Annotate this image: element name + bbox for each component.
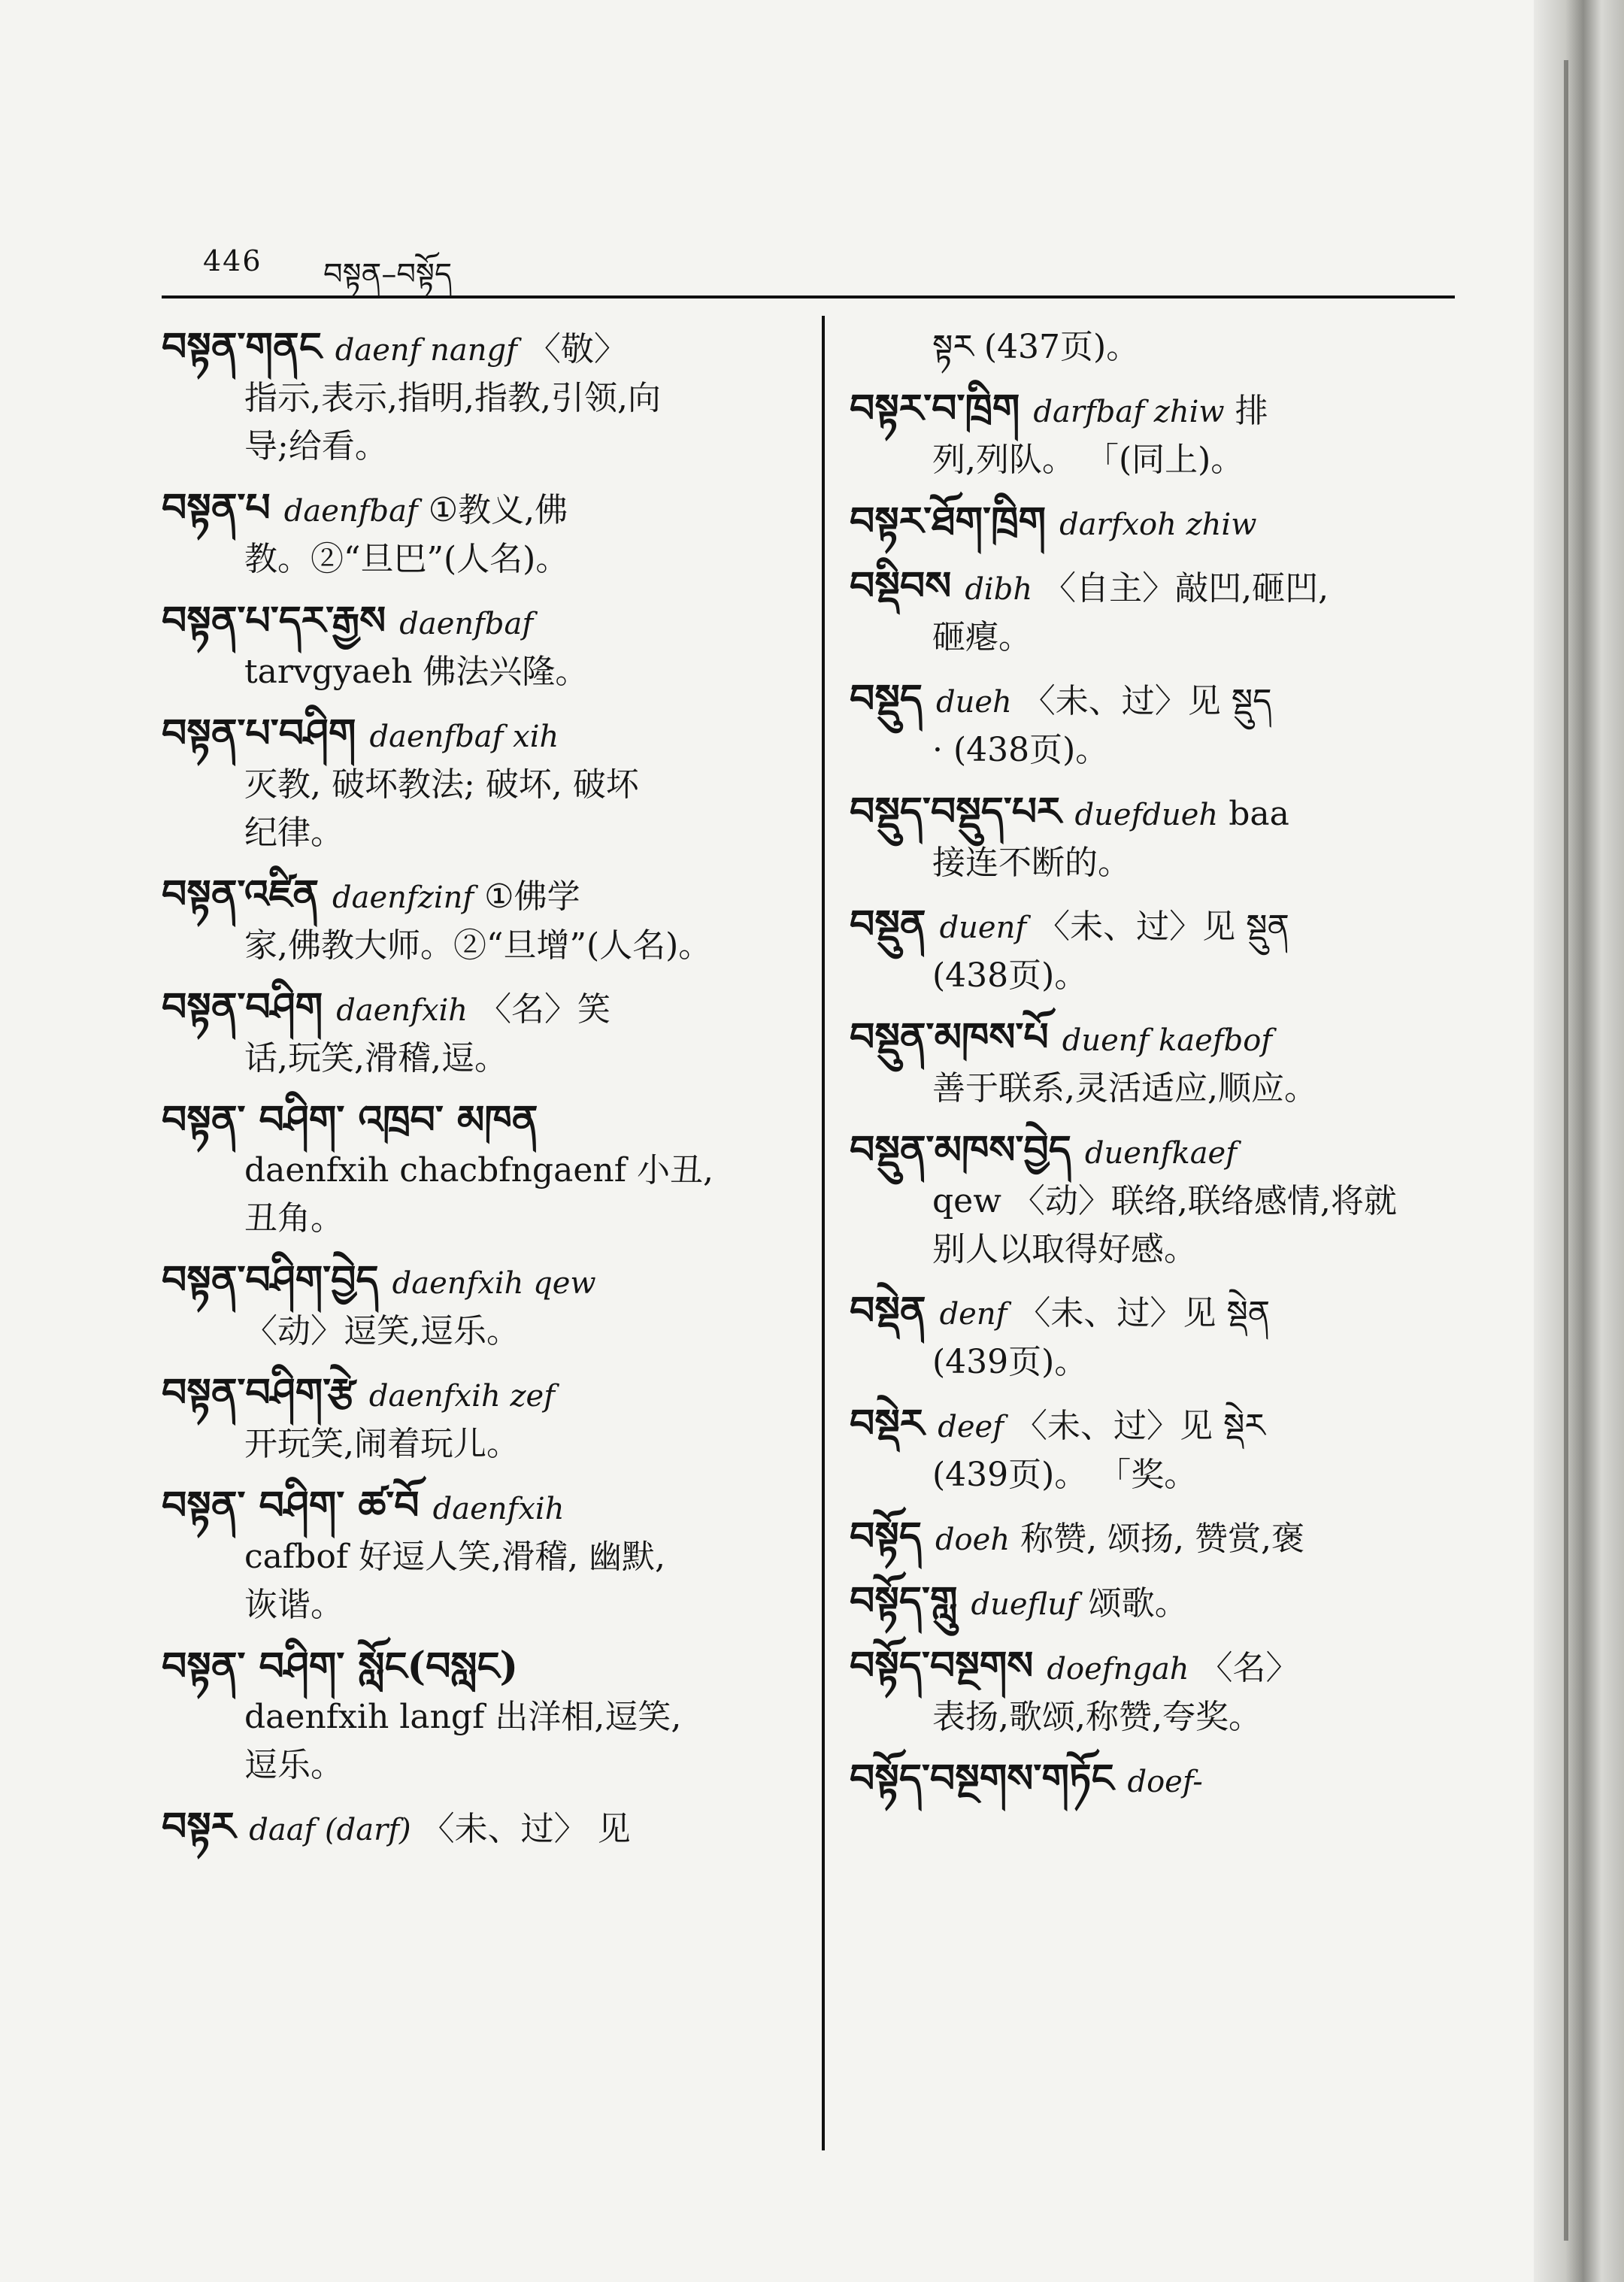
entry-romanization: daenf nangf	[335, 333, 517, 368]
dictionary-entry	[162, 1256, 793, 1356]
entry-continuation: 善于联系,灵活适应,顺应。	[932, 1069, 1317, 1108]
entry-gloss: 〈未、过〉见 སྡེར	[1014, 1407, 1265, 1445]
entry-first-line	[162, 484, 793, 535]
entry-headword: བསྟན་པ་བཤིག	[162, 711, 356, 756]
entry-first-line	[162, 1482, 793, 1533]
entry-continuation: tarvgyaeh 佛法兴隆。	[244, 653, 589, 691]
entry-headword: བསྟན་བཤིག་བྱེད	[162, 1257, 379, 1303]
entry-continuation: 家,佛教大师。②“旦增”(人名)。	[244, 926, 712, 965]
entry-headword: བསྟར་ཐོག་ཁྲིག	[850, 499, 1047, 544]
entry-first-line	[850, 788, 1459, 839]
entry-first-line	[850, 675, 1459, 726]
dictionary-entry	[850, 1513, 1459, 1564]
entry-continuation: 纪律。	[244, 814, 344, 852]
entry-headword: བསྟར་བ་ཁྲིག	[850, 386, 1020, 432]
entry-gloss: 〈未、过〉见 སྡེན	[1017, 1294, 1271, 1332]
dictionary-entry	[162, 1803, 793, 1854]
entry-headword: བསྟོད་བསྔགས་གཏོང	[850, 1756, 1114, 1802]
entry-romanization: daenfxih	[432, 1492, 565, 1526]
entry-romanization: dibh	[965, 572, 1033, 607]
entry-romanization: daaf (darf)	[249, 1813, 411, 1847]
entry-romanization: daenfbaf xih	[369, 720, 559, 754]
entry-gloss: 称赞, 颂扬, 赞赏,褒	[1020, 1520, 1305, 1558]
entry-first-line	[850, 1755, 1459, 1806]
dictionary-entry	[162, 1096, 793, 1243]
entry-gloss: ①教义,佛	[428, 491, 568, 529]
entry-headword: བསྟོད	[850, 1514, 922, 1559]
dictionary-entry	[162, 871, 793, 970]
entry-headword: བསྟན་ བཤིག་ འཁྲབ་ མཁན	[162, 1097, 538, 1143]
entry-continuation: 丑角。	[244, 1199, 344, 1238]
entry-continuation: 开玩笑,闹着玩儿。	[244, 1425, 520, 1463]
entry-first-line	[162, 597, 793, 648]
running-head: བསྟན–བསྟོད	[323, 257, 453, 292]
entry-continuation: སྟར (437页)。	[932, 328, 1140, 366]
entry-romanization: darfxoh zhiw	[1059, 508, 1257, 542]
entry-romanization: daenfzinf	[332, 880, 474, 915]
entry-headword: བསྡུད་བསྡུད་པར	[850, 789, 1062, 835]
entry-gloss: 颂歌。	[1088, 1584, 1188, 1623]
dictionary-entry	[850, 562, 1459, 662]
dictionary-entry	[162, 484, 793, 583]
dictionary-entry	[162, 1369, 793, 1468]
entry-continuation: cafbof 好逗人笑,滑稽, 幽默,	[244, 1538, 666, 1576]
entry-gloss: 〈未、过〉 见	[421, 1810, 631, 1848]
entry-first-line	[850, 1513, 1459, 1564]
entry-headword: བསྡེན	[850, 1288, 926, 1334]
entry-romanization: dueh	[935, 685, 1012, 720]
entry-continuation: qew 〈动〉联络,联络感情,将就	[932, 1182, 1397, 1220]
entry-romanization: duefdueh	[1074, 798, 1219, 832]
entry-gloss: 〈未、过〉见 སྡུད	[1022, 682, 1272, 720]
page-edge-shadow	[1534, 0, 1624, 2282]
entry-continuation: 话,玩笑,滑稽,逗。	[244, 1039, 508, 1077]
entry-headword: བསྟར	[162, 1804, 236, 1850]
entry-romanization: duenf kaefbof	[1062, 1023, 1273, 1058]
entry-romanization: doef-	[1127, 1765, 1203, 1799]
entry-romanization: daenfbaf	[399, 607, 534, 641]
entry-first-line	[162, 1803, 793, 1854]
entry-first-line	[162, 1369, 793, 1420]
entry-headword: བསྡུན	[850, 902, 926, 947]
entry-continuation: 接连不断的。	[932, 844, 1131, 882]
entry-romanization: daenfbaf	[283, 494, 418, 529]
entry-romanization: doefngah	[1047, 1652, 1189, 1686]
entry-continuation: · (438页)。	[932, 731, 1109, 769]
entry-romanization: darfbaf zhiw	[1033, 395, 1225, 429]
entry-romanization: daenfxih qew	[392, 1266, 596, 1301]
entry-first-line	[850, 1400, 1459, 1451]
entry-gloss: ①佛学	[484, 877, 580, 916]
entry-continuation: 指示,表示,指明,指教,引领,向	[244, 379, 661, 417]
dictionary-entry	[162, 710, 793, 857]
entry-headword: བསྟོད་གླུ	[850, 1578, 958, 1624]
entry-first-line	[850, 901, 1459, 952]
entry-gloss: 排	[1235, 392, 1268, 430]
entry-first-line	[850, 1642, 1459, 1693]
entry-continuation: daenfxih chacbfngaenf 小丑,	[244, 1151, 714, 1189]
entry-continuation: 逗乐。	[244, 1746, 344, 1784]
entry-gloss: 〈未、过〉见 སྡུན	[1037, 908, 1289, 946]
entry-continuation: 别人以取得好感。	[932, 1230, 1197, 1268]
entry-headword: བསྟོད་བསྔགས	[850, 1643, 1034, 1689]
dictionary-entry	[850, 788, 1459, 887]
page-number: 446	[203, 244, 262, 277]
dictionary-entry	[162, 1643, 793, 1790]
entry-first-line	[850, 1126, 1459, 1177]
dictionary-entry	[850, 1014, 1459, 1113]
entry-continuation: (439页)。 「奖。	[932, 1456, 1198, 1494]
dictionary-entry	[850, 1755, 1459, 1806]
entry-continuation: (438页)。	[932, 956, 1088, 995]
entry-headword: བསྟན་བཤིག	[162, 984, 323, 1030]
entry-headword: བསྡེར	[850, 1401, 925, 1447]
dictionary-entry	[162, 597, 793, 696]
entry-headword: བསྡུན་མཁས་བྱེད	[850, 1127, 1071, 1173]
entry-headword: བསྡུན་མཁས་པོ	[850, 1014, 1049, 1060]
entry-first-line	[850, 1577, 1459, 1629]
dictionary-entry	[850, 901, 1459, 1000]
entry-continuation: 教。②“旦巴”(人名)。	[244, 540, 569, 578]
entry-romanization: deef	[938, 1410, 1004, 1444]
entry-headword: བསྡིབས	[850, 563, 952, 609]
entry-continuation: 列,列队。 「(同上)。	[932, 441, 1244, 479]
entry-first-line	[850, 562, 1459, 614]
entry-headword: བསྡུད	[850, 676, 923, 722]
entry-headword: བསྟན་ བཤིག་ སློང(བསླང)	[162, 1644, 519, 1690]
entry-continuation: 砸瘪。	[932, 618, 1032, 656]
entry-romanization: duenfkaef	[1084, 1136, 1238, 1171]
entry-romanization: duefluf	[971, 1587, 1078, 1622]
entry-romanization: denf	[939, 1297, 1007, 1332]
entry-romanization: duenf	[939, 911, 1027, 945]
entry-gloss: 〈自主〉敲凹,砸凹,	[1043, 569, 1329, 608]
entry-first-line	[850, 498, 1459, 549]
dictionary-entry	[162, 323, 793, 471]
entry-headword: བསྟན་འཛིན	[162, 871, 320, 917]
entry-continuation: (439页)。	[932, 1343, 1088, 1381]
dictionary-entry	[162, 983, 793, 1083]
dictionary-entry	[850, 1126, 1459, 1274]
entry-first-line	[162, 1256, 793, 1308]
entry-headword: བསྟན་པ་དར་རྒྱས	[162, 598, 386, 644]
entry-first-line	[162, 871, 793, 922]
entry-gloss: baa	[1229, 795, 1289, 833]
dictionary-entry	[850, 1400, 1459, 1499]
entry-first-line	[162, 323, 793, 374]
dictionary-entry	[850, 1287, 1459, 1386]
entry-first-line	[162, 1643, 793, 1693]
entry-first-line	[850, 1287, 1459, 1338]
entry-first-line	[850, 1014, 1459, 1065]
entry-gloss: 〈名〉	[1199, 1649, 1299, 1687]
entry-first-line	[162, 710, 793, 761]
entry-first-line	[850, 385, 1459, 436]
dictionary-entry	[850, 385, 1459, 484]
entry-first-line	[162, 1096, 793, 1147]
column-divider	[822, 316, 825, 2150]
entry-headword: བསྟན་བཤིག་རྩེ	[162, 1370, 356, 1416]
entry-continuation: 导;给看。	[244, 427, 388, 465]
entry-gloss: 〈敬〉	[527, 330, 627, 368]
entry-romanization: doeh	[935, 1523, 1010, 1557]
entry-continuation: 诙谐。	[244, 1586, 344, 1624]
entry-headword: བསྟན་པ	[162, 485, 271, 531]
entry-continuation: 灭教, 破坏教法; 破坏, 破坏	[244, 765, 639, 804]
dictionary-entry	[850, 323, 1459, 371]
dictionary-entry	[850, 675, 1459, 774]
entry-headword: བསྟན་གནང	[162, 324, 322, 370]
dictionary-entry	[850, 498, 1459, 549]
entry-romanization: daenfxih	[336, 993, 468, 1028]
entry-first-line	[162, 983, 793, 1035]
entry-continuation: 〈动〉逗笑,逗乐。	[244, 1312, 520, 1350]
entry-continuation: 表扬,歌颂,称赞,夸奖。	[932, 1698, 1262, 1736]
dictionary-entry	[162, 1482, 793, 1629]
dictionary-entry	[850, 1577, 1459, 1629]
right-column	[850, 323, 1459, 1820]
dictionary-entry	[850, 1642, 1459, 1741]
entry-continuation: daenfxih langf 出洋相,逗笑,	[244, 1698, 682, 1736]
left-column	[162, 323, 793, 1868]
entry-romanization: daenfxih zef	[368, 1379, 555, 1414]
entry-headword: བསྟན་ བཤིག་ ཚ་བོ	[162, 1483, 420, 1529]
header-rule	[162, 295, 1455, 299]
entry-gloss: 〈名〉笑	[478, 990, 611, 1029]
